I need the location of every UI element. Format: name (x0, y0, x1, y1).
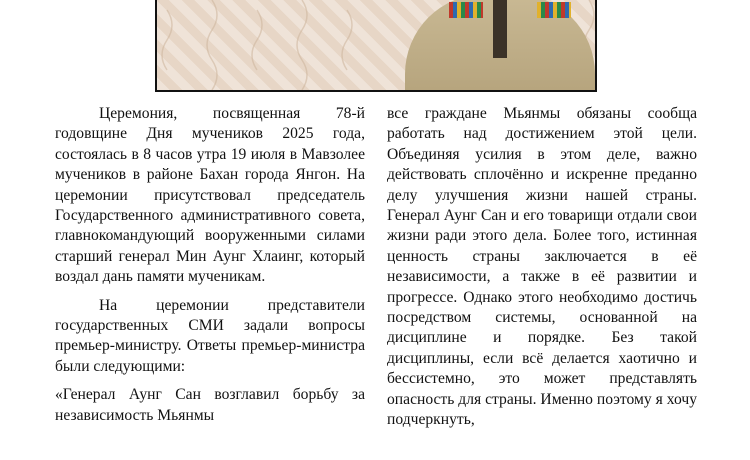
paragraph-media-questions: На церемонии представители государственных СМИ задали вопросы премьер-министру. Ответы премьер-министра были следующими: (55, 296, 365, 375)
paragraph-continuation: все граждане Мьянмы обязаны сообща работать над достижением этой цели. Объединяя усилия в этом деле, важно действовать сплочённо и искренне преданно делу улучшения жизни нашей страны. Генерал Аунг Сан и его товарищи отдали свои жизни ради этого дела. Более того, истинная ценность страны заключается в её независимости, а также в её развитии и прогрессе. Однако этого необходимо достичь посредством системы, основанной на дисциплине и порядке. Без такой дисциплины, если всё делается хаотично и бессистемно, это может представлять опасность для страны. Именно поэтому я хочу подчеркнуть, (387, 105, 697, 429)
right-column (387, 104, 697, 431)
paragraph-ceremony: Церемония, посвященная 78-й годовщине Дня мучеников 2025 года, состоялась в 8 часов утра 19 июля в Мавзолее мучеников в районе Бахан города Янгон. На церемонии присутствовал председатель Государственного административного совета, главнокомандующий вооруженными силами старший генерал Мин Аунг Хлаинг, который воздал дань памяти мученикам. (55, 105, 365, 286)
paragraph-quote-start: «Генерал Аунг Сан возглавил борьбу за независимость Мьянмы (55, 386, 365, 424)
left-column (55, 104, 365, 426)
portrait-photo (155, 0, 597, 92)
medal-ribbons-left (449, 2, 483, 18)
medal-ribbons-right (537, 2, 571, 18)
tie (493, 0, 507, 58)
